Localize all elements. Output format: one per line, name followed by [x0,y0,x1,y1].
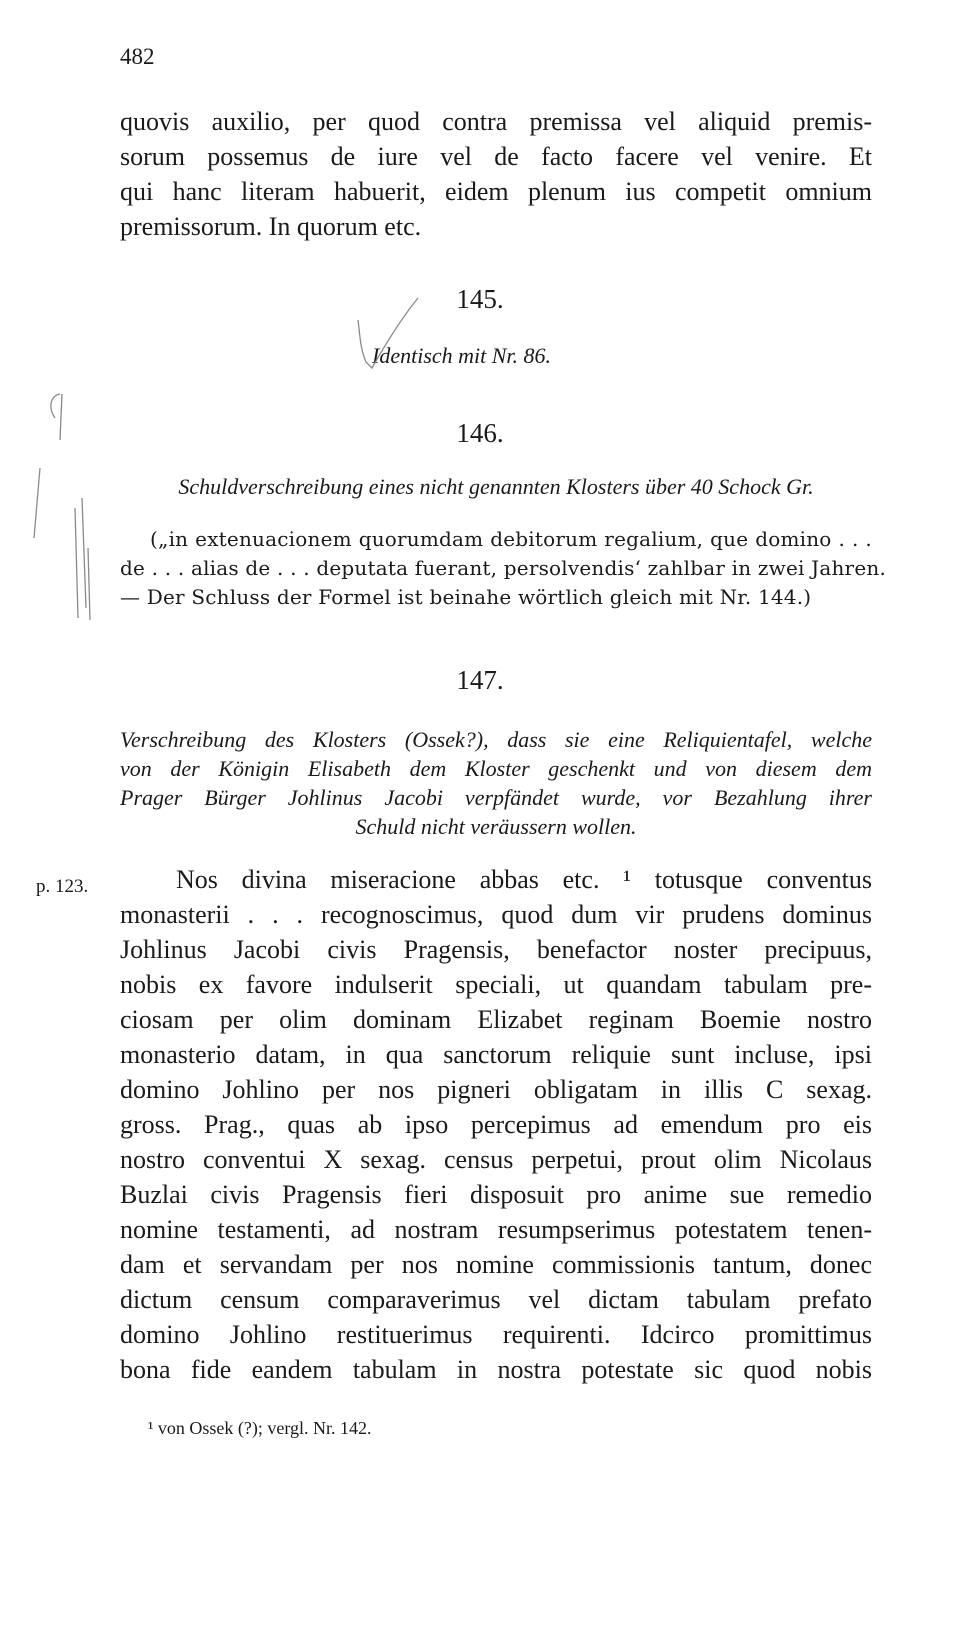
text-line: qui hanc literam habuerit, eidem plenum ius competit omnium [120,177,872,206]
pencil-check-mark [340,290,430,380]
footnote: ¹ von Ossek (?); vergl. Nr. 142. [148,1418,372,1438]
entry-number-146: 146. [456,418,504,448]
text-line: bona fide eandem tabulam in nostra potestate sic quod nobis [120,1355,872,1384]
text-line: nostro conventui X sexag. census perpetui, prout olim Nicolaus [120,1145,872,1174]
text-line: Buzlai civis Pragensis fieri disposuit pro anime sue remedio [120,1180,872,1209]
text-line: gross. Prag., quas ab ipso percepimus ad emendum pro eis [120,1110,872,1139]
page-number: 482 [120,44,155,69]
entry-number-145: 145. [456,284,504,314]
opening-paragraph [120,104,872,244]
cross-reference-note: Identisch mit Nr. 86. [372,343,552,368]
text-line: domino Johlino per nos pigneri obligatam in illis C sexag. [120,1075,872,1104]
entry-number-147: 147. [456,665,504,695]
entry-heading [120,725,872,841]
text-line: domino Johlino restituerimus requirenti. Idcirco promittimus [120,1320,872,1349]
text-line: Nos divina miseracione abbas etc. ¹ totusque conventus [176,865,872,894]
document-text [120,862,872,1387]
text-line: monasterii . . . recognoscimus, quod dum vir prudens dominus [120,900,872,929]
text-line: sorum possemus de iure vel de facto facere vel venire. Et [120,142,872,171]
text-line: ciosam per olim dominam Elizabet reginam Boemie nostro [120,1005,872,1034]
text-line: Johlinus Jacobi civis Pragensis, benefactor noster precipuus, [120,935,872,964]
text-line: dictum censum comparaverimus vel dictam tabulam prefato [120,1285,872,1314]
margin-page-reference: p. 123. [36,876,89,897]
summary-line: — Der Schluss der Formel ist beinahe wörtlich gleich mit Nr. 144.) [120,585,812,609]
heading-line: Prager Bürger Johlinus Jacobi verpfändet wurde, vor Bezahlung ihrer [120,785,872,810]
heading-line: Schuld nicht veräussern wollen. [355,814,637,839]
text-line: nomine testamenti, ad nostram resumpserimus potestatem tenen- [120,1215,872,1244]
heading-line: von der Königin Elisabeth dem Kloster geschenkt und von diesem dem [120,756,872,781]
text-line: quovis auxilio, per quod contra premissa vel aliquid premis- [120,107,872,136]
heading-line: Verschreibung des Klosters (Ossek?), dass sie eine Reliquientafel, welche [120,727,872,752]
summary-line: („in extenuacionem quorumdam debitorum regalium, que domino . . . [150,527,872,551]
summary-line: de . . . alias de . . . deputata fuerant, persolvendis‘ zahlbar in zwei Jahren. [120,556,886,580]
text-line: nobis ex favore indulserit speciali, ut quandam tabulam pre- [120,970,872,999]
text-line: premissorum. In quorum etc. [120,212,422,241]
text-line: monasterio datam, in qua sanctorum reliquie sunt incluse, ipsi [120,1040,872,1069]
text-line: dam et servandam per nos nomine commissionis tantum, donec [120,1250,872,1279]
entry-heading: Schuldverschreibung eines nicht genannten Klosters über 40 Schock Gr. [178,474,814,499]
entry-summary [120,525,886,612]
